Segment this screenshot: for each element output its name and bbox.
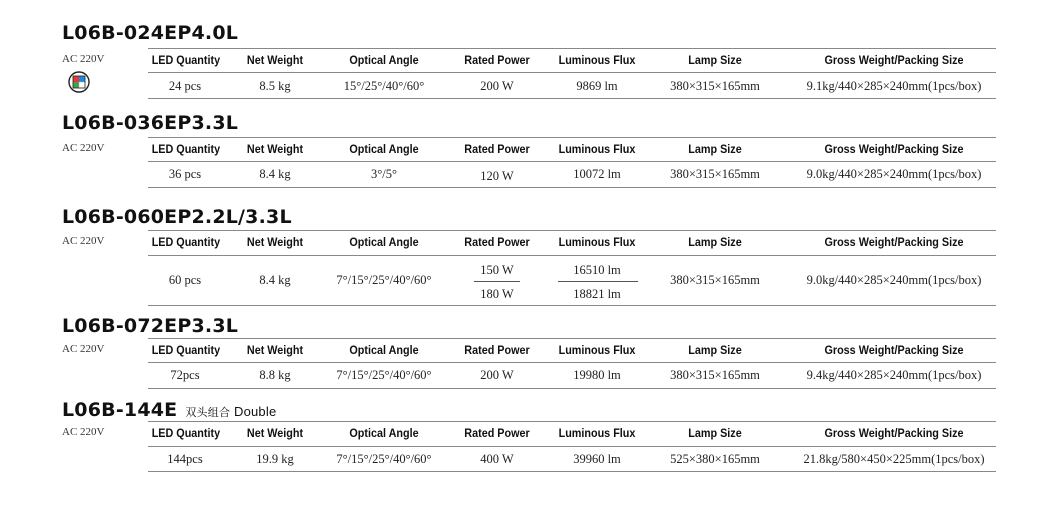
- header-optical-angle: Optical Angle: [349, 426, 419, 440]
- subtitle-en: Double: [233, 404, 277, 419]
- row-rule: [148, 388, 996, 389]
- header-rule: [148, 338, 996, 339]
- header-luminous-flux: Luminous Flux: [558, 53, 636, 67]
- cell-rated-power: 200 W: [480, 368, 514, 382]
- header-lamp-size: Lamp Size: [688, 142, 742, 156]
- split-divider: [558, 281, 638, 282]
- header-rated-power: Rated Power: [464, 426, 530, 440]
- row-rule: [148, 305, 996, 306]
- header-luminous-flux: Luminous Flux: [558, 426, 636, 440]
- cell-lamp-size: 380×315×165mm: [670, 368, 760, 382]
- voltage-label: AC 220V: [62, 426, 105, 438]
- header-led-quantity: LED Quantity: [151, 426, 221, 440]
- voltage-label: AC 220V: [62, 235, 105, 247]
- cell-luminous-flux-b: 18821 lm: [573, 287, 621, 301]
- header-led-quantity: LED Quantity: [151, 53, 221, 67]
- product-model: L06B-144E: [62, 399, 178, 421]
- header-lamp-size: Lamp Size: [688, 343, 742, 357]
- header-rule: [148, 161, 996, 162]
- cell-gross-weight: 9.1kg/440×285×240mm(1pcs/box): [806, 79, 982, 93]
- header-led-quantity: LED Quantity: [151, 235, 221, 249]
- cell-lamp-size: 380×315×165mm: [670, 167, 760, 181]
- header-rule: [148, 362, 996, 363]
- cell-optical-angle: 3°/5°: [371, 167, 397, 181]
- header-luminous-flux: Luminous Flux: [558, 235, 636, 249]
- cell-net-weight: 8.5 kg: [259, 79, 291, 93]
- row-rule: [148, 471, 996, 472]
- header-net-weight: Net Weight: [246, 142, 304, 156]
- row-rule: [148, 98, 996, 99]
- cell-rated-power-a: 150 W: [480, 263, 514, 277]
- header-optical-angle: Optical Angle: [349, 142, 419, 156]
- cell-lamp-size: 525×380×165mm: [670, 452, 760, 466]
- cell-optical-angle: 15°/25°/40°/60°: [343, 79, 425, 93]
- header-net-weight: Net Weight: [246, 426, 304, 440]
- product-title: L06B-072EP3.3L: [62, 315, 239, 337]
- header-rated-power: Rated Power: [464, 235, 530, 249]
- cell-luminous-flux-a: 16510 lm: [573, 263, 621, 277]
- header-optical-angle: Optical Angle: [349, 53, 419, 67]
- cell-led-quantity: 24 pcs: [168, 79, 202, 93]
- header-rule: [148, 137, 996, 138]
- cell-luminous-flux: 39960 lm: [573, 452, 621, 466]
- header-luminous-flux: Luminous Flux: [558, 343, 636, 357]
- header-rule: [148, 421, 996, 422]
- voltage-label: AC 220V: [62, 142, 105, 154]
- header-rule: [148, 446, 996, 447]
- header-rule: [148, 230, 996, 231]
- header-gross-weight: Gross Weight/Packing Size: [824, 343, 964, 357]
- header-rated-power: Rated Power: [464, 142, 530, 156]
- cell-net-weight: 19.9 kg: [256, 452, 294, 466]
- split-divider: [474, 281, 520, 282]
- header-rule: [148, 255, 996, 256]
- cell-gross-weight: 9.0kg/440×285×240mm(1pcs/box): [806, 273, 982, 287]
- cell-led-quantity: 36 pcs: [168, 167, 202, 181]
- cell-gross-weight: 9.4kg/440×285×240mm(1pcs/box): [806, 368, 982, 382]
- header-gross-weight: Gross Weight/Packing Size: [824, 235, 964, 249]
- header-gross-weight: Gross Weight/Packing Size: [824, 142, 964, 156]
- cell-gross-weight: 9.0kg/440×285×240mm(1pcs/box): [806, 167, 982, 181]
- product-title: L06B-024EP4.0L: [62, 22, 239, 44]
- header-optical-angle: Optical Angle: [349, 343, 419, 357]
- product-title: L06B-036EP3.3L: [62, 112, 239, 134]
- rgb-color-quadrant-icon: [68, 71, 90, 93]
- cell-led-quantity: 72pcs: [170, 368, 200, 382]
- header-luminous-flux: Luminous Flux: [558, 142, 636, 156]
- cell-luminous-flux: 9869 lm: [576, 79, 618, 93]
- subtitle-cn: 双头组合: [185, 406, 231, 419]
- product-title: [62, 399, 276, 421]
- cell-lamp-size: 380×315×165mm: [670, 273, 760, 287]
- cell-luminous-flux: 19980 lm: [573, 368, 621, 382]
- cell-luminous-flux: 10072 lm: [573, 167, 621, 181]
- row-rule: [148, 187, 996, 188]
- header-net-weight: Net Weight: [246, 53, 304, 67]
- header-gross-weight: Gross Weight/Packing Size: [824, 53, 964, 67]
- cell-led-quantity: 144pcs: [167, 452, 203, 466]
- cell-optical-angle: 7°/15°/25°/40°/60°: [336, 273, 432, 287]
- header-lamp-size: Lamp Size: [688, 53, 742, 67]
- cell-net-weight: 8.4 kg: [259, 273, 291, 287]
- cell-lamp-size: 380×315×165mm: [670, 79, 760, 93]
- header-rule: [148, 72, 996, 73]
- product-title: L06B-060EP2.2L/3.3L: [62, 206, 292, 228]
- cell-rated-power: 400 W: [480, 452, 514, 466]
- header-net-weight: Net Weight: [246, 235, 304, 249]
- cell-net-weight: 8.4 kg: [259, 167, 291, 181]
- header-lamp-size: Lamp Size: [688, 426, 742, 440]
- header-rated-power: Rated Power: [464, 343, 530, 357]
- cell-gross-weight: 21.8kg/580×450×225mm(1pcs/box): [803, 452, 985, 466]
- header-net-weight: Net Weight: [246, 343, 304, 357]
- header-gross-weight: Gross Weight/Packing Size: [824, 426, 964, 440]
- cell-optical-angle: 7°/15°/25°/40°/60°: [336, 452, 432, 466]
- cell-rated-power: 120 W: [480, 169, 514, 183]
- product-subtitle: [185, 404, 276, 419]
- header-led-quantity: LED Quantity: [151, 343, 221, 357]
- cell-net-weight: 8.8 kg: [259, 368, 291, 382]
- voltage-label: AC 220V: [62, 343, 105, 355]
- header-led-quantity: LED Quantity: [151, 142, 221, 156]
- header-rule: [148, 48, 996, 49]
- cell-led-quantity: 60 pcs: [168, 273, 202, 287]
- cell-rated-power: 200 W: [480, 79, 514, 93]
- header-lamp-size: Lamp Size: [688, 235, 742, 249]
- header-rated-power: Rated Power: [464, 53, 530, 67]
- cell-optical-angle: 7°/15°/25°/40°/60°: [336, 368, 432, 382]
- cell-rated-power-b: 180 W: [480, 287, 514, 301]
- header-optical-angle: Optical Angle: [349, 235, 419, 249]
- voltage-label: AC 220V: [62, 53, 105, 65]
